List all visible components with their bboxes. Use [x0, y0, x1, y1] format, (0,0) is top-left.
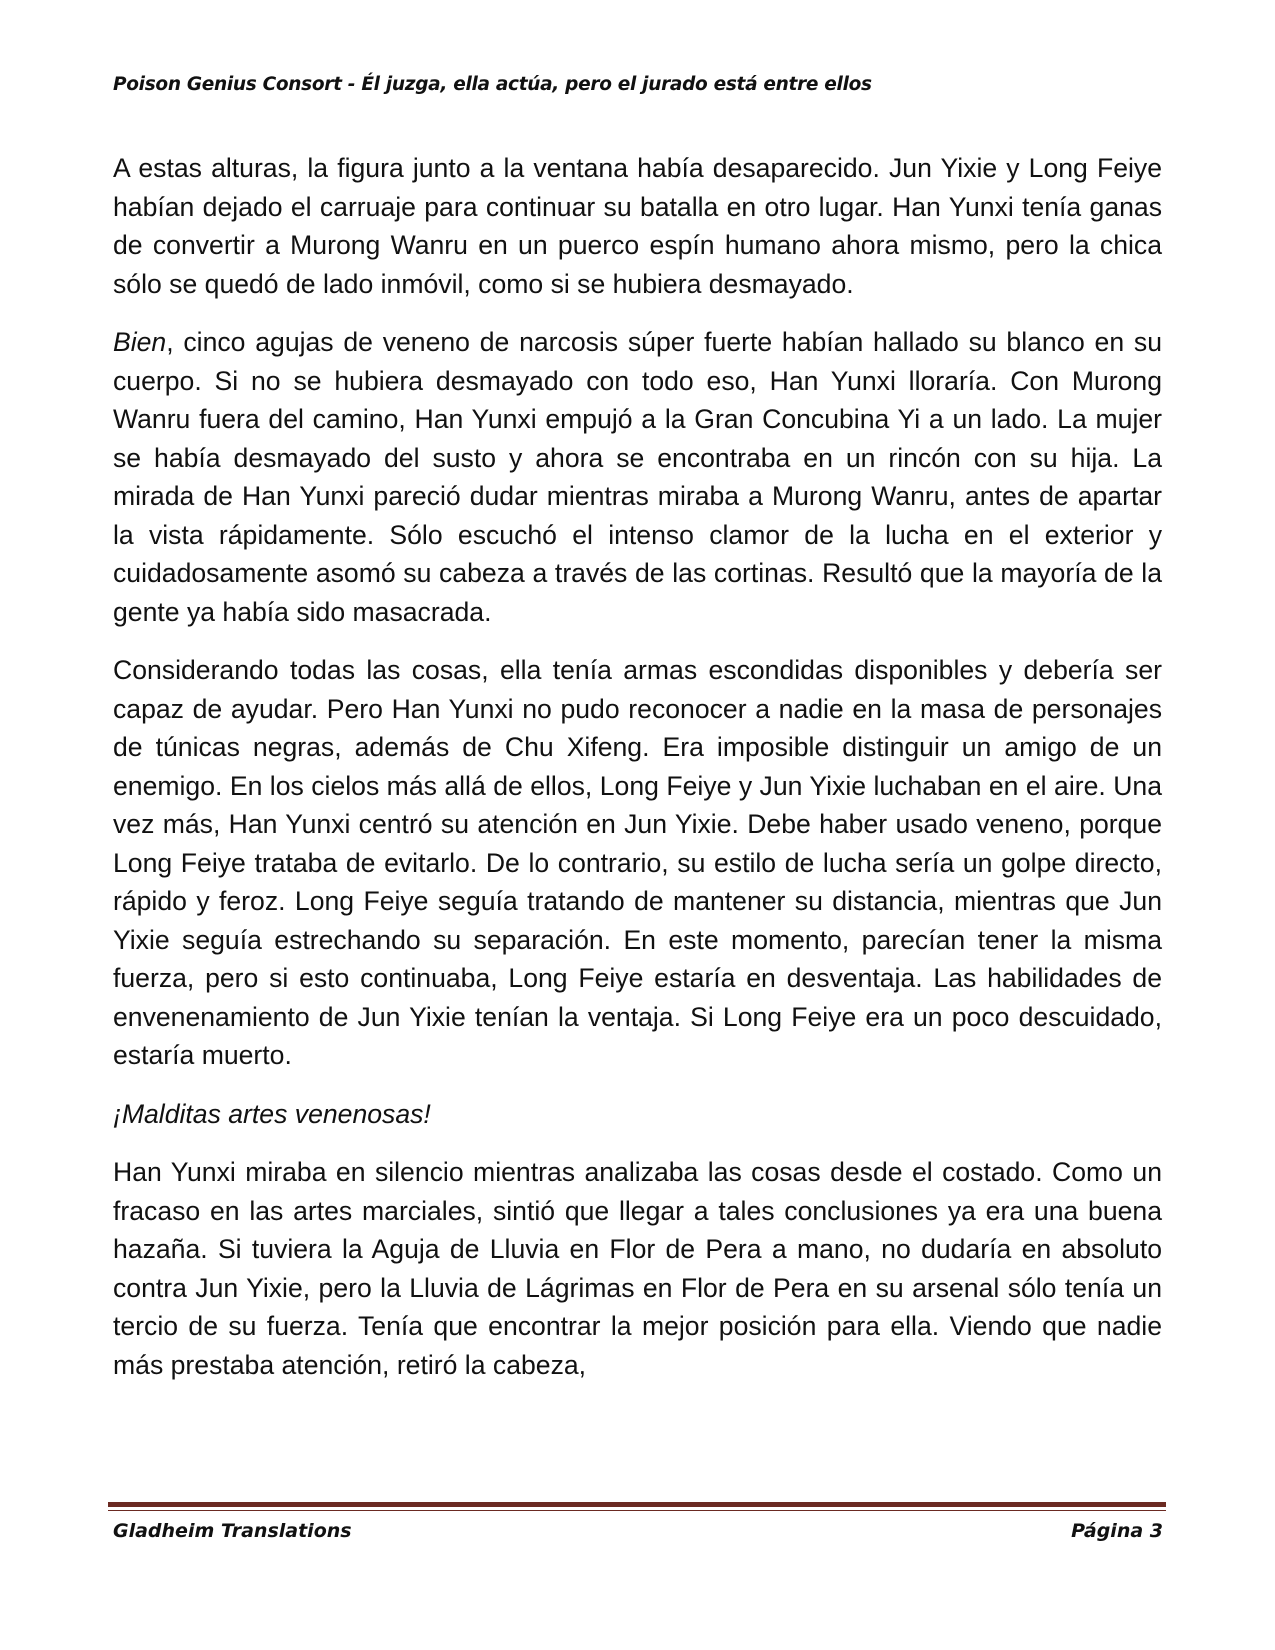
paragraph-5: [113, 1153, 1162, 1384]
footer-divider-thick: [108, 1502, 1166, 1507]
paragraph-1-text: A estas alturas, la figura junto a la ventana había desaparecido. Jun Yixie y Long Feiye habían dejado el carruaje para continuar su batalla en otro lugar. Han Yunxi tenía ganas de convertir a Murong Wanru en un puerco espín humano ahora mismo, pero la chica sólo se quedó de lado inmóvil, como si se hubiera desmayado.: [113, 153, 1162, 299]
paragraph-5-text: Han Yunxi miraba en silencio mientras analizaba las cosas desde el costado. Como un fracaso en las artes marciales, sintió que llegar a tales conclusiones ya era una buena hazaña. Si tuviera la Aguja de Lluvia en Flor de Pera a mano, no dudaría en absoluto contra Jun Yixie, pero la Lluvia de Lágrimas en Flor de Pera en su arsenal sólo tenía un tercio de su fuerza. Tenía que encontrar la mejor posición para ella. Viendo que nadie más prestaba atención, retiró la cabeza,: [113, 1157, 1162, 1380]
footer-divider: [108, 1502, 1166, 1511]
paragraph-3-text: Considerando todas las cosas, ella tenía armas escondidas disponibles y debería ser capaz de ayudar. Pero Han Yunxi no pudo reconocer a nadie en la masa de personajes de túnicas negras, además de Chu Xifeng. Era imposible distinguir un amigo de un enemigo. En los cielos más allá de ellos, Long Feiye y Jun Yixie luchaban en el aire. Una vez más, Han Yunxi centró su atención en Jun Yixie. Debe haber usado veneno, porque Long Feiye trataba de evitarlo. De lo contrario, su estilo de lucha sería un golpe directo, rápido y feroz. Long Feiye seguía tratando de mantener su distancia, mientras que Jun Yixie seguía estrechando su separación. En este momento, parecían tener la misma fuerza, pero si esto continuaba, Long Feiye estaría en desventaja. Las habilidades de envenenamiento de Jun Yixie tenían la ventaja. Si Long Feiye era un poco descuidado, estaría muerto.: [113, 655, 1162, 1070]
paragraph-4-lead: ¡Malditas artes venenosas!: [113, 1098, 431, 1129]
footer-credit: Gladheim Translations: [113, 1520, 352, 1542]
document-body: [113, 149, 1162, 1404]
paragraph-3: [113, 651, 1162, 1075]
paragraph-2-lead: Bien: [113, 327, 167, 357]
paragraph-1: [113, 149, 1162, 303]
paragraph-4: [113, 1095, 1162, 1134]
paragraph-2: [113, 323, 1162, 631]
running-header: Poison Genius Consort - Él juzga, ella actúa, pero el jurado está entre ellos: [113, 74, 872, 95]
paragraph-2-text: , cinco agujas de veneno de narcosis súper fuerte habían hallado su blanco en su cuerpo. Si no se hubiera desmayado con todo eso, Han Yunxi lloraría. Con Murong Wanru fuera del camino, Han Yunxi empujó a la Gran Concubina Yi a un lado. La mujer se había desmayado del susto y ahora se encontraba en un rincón con su hija. La mirada de Han Yunxi pareció dudar mientras miraba a Murong Wanru, antes de apartar la vista rápidamente. Sólo escuchó el intenso clamor de la lucha en el exterior y cuidadosamente asomó su cabeza a través de las cortinas. Resultó que la mayoría de la gente ya había sido masacrada.: [113, 327, 1162, 627]
footer-divider-thin: [108, 1510, 1166, 1511]
page-number: Página 3: [1071, 1520, 1163, 1542]
